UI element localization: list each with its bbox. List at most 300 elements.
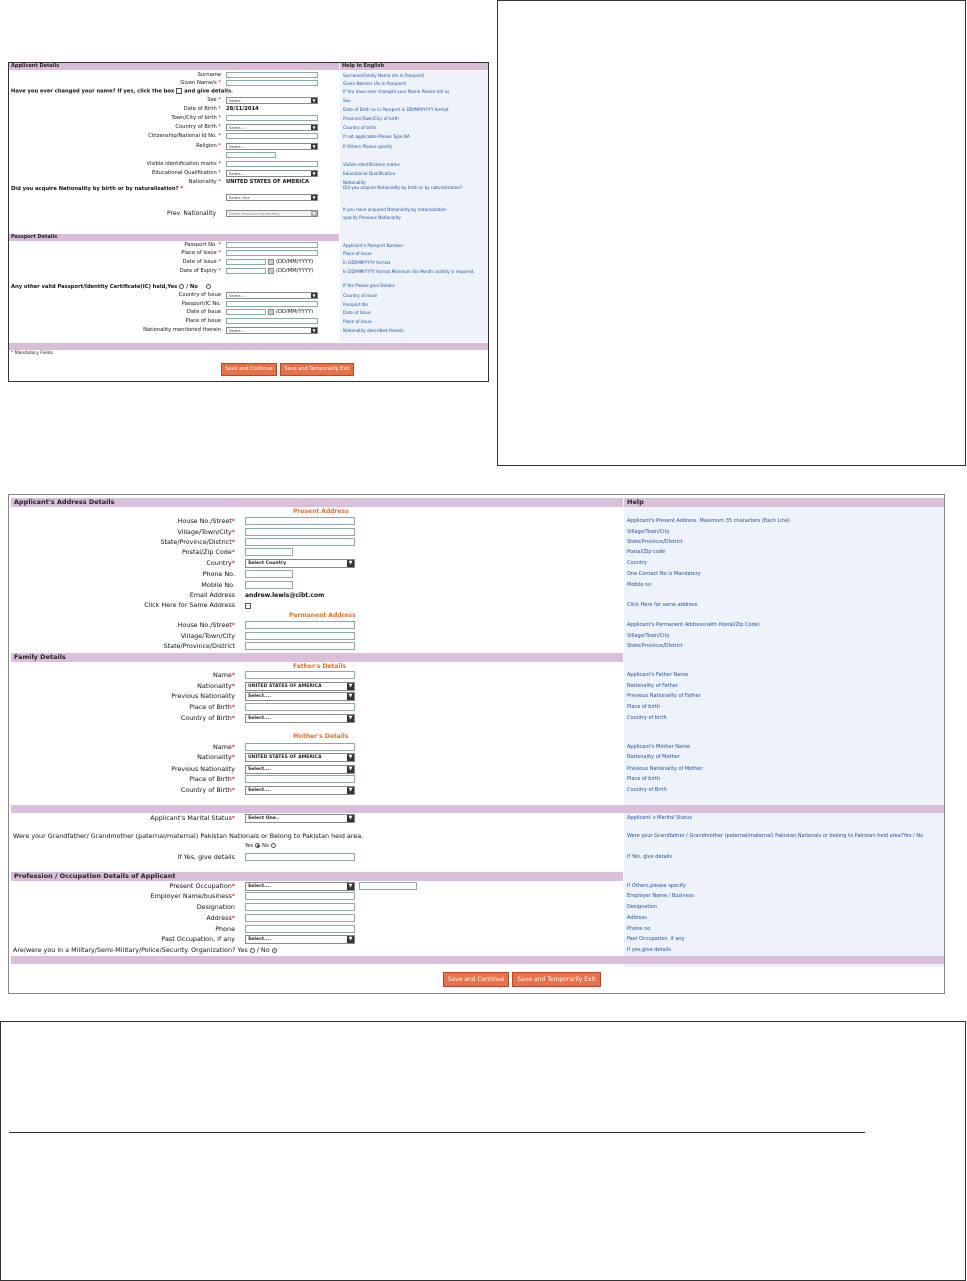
label-text: State/Province/District <box>163 642 235 650</box>
help-text: Applicant's Mother Name <box>627 744 691 750</box>
help-text: Village/Town/City <box>627 633 670 639</box>
question-text: Any other valid Passport/Identity Certificate(IC) held,Yes <box>11 284 178 290</box>
help-text: If Others Please specify <box>343 144 393 149</box>
label-text: Name <box>212 743 232 751</box>
required-star: * <box>216 179 221 185</box>
label-text: Click Here for Same Address <box>144 601 235 609</box>
label-text: Visible identification marks <box>146 161 217 167</box>
sex-select[interactable] <box>226 97 318 104</box>
field-label-educational-qualification <box>9 170 221 177</box>
required-star: * <box>216 242 221 248</box>
field-label-country-of-birth <box>9 786 235 795</box>
other-passport-yes-radio[interactable] <box>179 284 184 289</box>
required-star: * <box>216 170 221 176</box>
changed-name-checkbox[interactable] <box>176 88 182 94</box>
label-text: Surname <box>197 72 221 78</box>
required-star: * <box>231 538 235 546</box>
help-text: Province/Town/City of birth <box>343 116 399 121</box>
passport-details-header: Passport Details <box>9 234 339 241</box>
other-passport-question <box>11 284 211 291</box>
phone-input[interactable] <box>245 925 355 933</box>
help-text: Country of birth <box>343 125 377 130</box>
previous-nationality-select[interactable] <box>245 765 355 774</box>
label-text: State/Province/District <box>160 538 232 546</box>
help-text: Country of birth <box>627 715 667 721</box>
select-value: Select..... <box>229 328 247 333</box>
help-text: Previous Nationality of Mother <box>627 766 703 772</box>
question-text: Are/were you in a Military/Semi-Military/Police/Security. Organization? Yes <box>13 946 248 954</box>
question-text-2: and give details. <box>184 88 234 95</box>
label-text: Village/Town/City <box>180 632 235 640</box>
town-city-of-birth-input[interactable] <box>226 115 318 121</box>
field-label-village-town-city <box>9 528 235 537</box>
required-star: * <box>231 882 235 890</box>
date-format-hint: (DD/MM/YYYY) <box>276 268 314 274</box>
label-text: Employer Name/business <box>150 892 232 900</box>
present-occupation-select[interactable] <box>245 882 355 891</box>
help-text: One Contact No is Mandatory <box>627 571 701 577</box>
help-text: Did you acquire Nationality by birth or by naturalization? <box>343 185 463 190</box>
chevron-down-icon: ▼ <box>312 171 316 176</box>
help-text: Place of Issue <box>343 251 372 256</box>
required-star: * <box>231 786 235 794</box>
field-label-address <box>9 914 235 923</box>
select-value: Select.... <box>248 767 272 772</box>
field-label-passport-no <box>9 242 221 249</box>
divider-line <box>9 1132 865 1133</box>
field-label-place-of-birth <box>9 775 235 784</box>
label-text: Past Occupation, if any <box>161 935 235 943</box>
educational-qualification-select[interactable] <box>226 170 318 177</box>
address-details-header: Applicant's Address Details <box>11 498 623 507</box>
grand-yes-label: Yes <box>245 843 254 849</box>
field-label-given-name-s <box>9 80 221 87</box>
country-of-birth-select[interactable] <box>226 124 318 131</box>
help-text: Place of birth <box>627 776 661 782</box>
field-label-date-of-issue <box>9 309 221 316</box>
help-text: Nationality described therein <box>343 328 404 333</box>
required-star: * <box>231 775 235 783</box>
label-text: Country of Birth <box>180 714 232 722</box>
label-text: Passport/IC No. <box>181 301 221 307</box>
chevron-down-icon: ▼ <box>348 766 353 772</box>
military-no-radio[interactable] <box>272 948 277 953</box>
profession-details-header: Profession / Occupation Details of Applicant <box>11 872 623 881</box>
select-value: Select.... <box>248 788 272 793</box>
changed-name-question <box>11 88 233 96</box>
help-text: Given Name/s (As in Passport) <box>343 81 407 86</box>
help-text: State/Province/District <box>627 539 683 545</box>
chevron-down-icon: ▼ <box>348 883 353 889</box>
select-value: Select..... <box>229 144 247 149</box>
state-province-district-input[interactable] <box>245 538 355 546</box>
label-text: Nationality mentioned therein <box>143 327 221 333</box>
field-label-date-of-issue <box>9 259 221 266</box>
field-label-date-of-expiry <box>9 268 221 275</box>
label-text: House No./Street <box>177 621 232 629</box>
chevron-down-icon: ▼ <box>312 195 316 200</box>
field-label-place-of-birth <box>9 703 235 712</box>
help-text: Applicant's Father Name <box>627 672 689 678</box>
date-of-expiry-input[interactable] <box>226 268 266 274</box>
label-text: Email Address <box>189 591 235 599</box>
required-star: * <box>216 97 221 103</box>
chevron-down-icon: ▼ <box>348 693 353 699</box>
help-header: Help in English <box>340 63 488 70</box>
select-value: Select.... <box>248 716 272 721</box>
same-address-checkbox[interactable] <box>245 603 251 609</box>
label-text: Present Occupation <box>169 882 232 890</box>
chevron-down-icon: ▼ <box>312 125 316 130</box>
help-text: Designation <box>627 904 657 910</box>
label-text: Applicant's Marital Status <box>150 814 232 822</box>
field-label-if-yes-give-details <box>9 853 235 862</box>
required-star: * <box>216 106 221 112</box>
field-label-house-no-street <box>9 621 235 630</box>
help-text: If not applicable Please Type NA <box>343 134 410 139</box>
label-text: Village/Town/City <box>177 528 232 536</box>
passport-ic-no-input[interactable] <box>226 301 318 307</box>
label-text: Given Name/s <box>180 80 217 86</box>
place-of-issue-input[interactable] <box>226 250 318 256</box>
calendar-icon[interactable] <box>268 259 274 265</box>
save-exit-button[interactable]: Save and Temporarily Exit <box>280 363 354 376</box>
mandatory-note <box>11 350 53 357</box>
field-label-name <box>9 743 235 752</box>
help-text: Place of birth <box>627 704 661 710</box>
field-label-town-city-of-birth <box>9 115 221 122</box>
select-value: Select..... <box>229 293 247 298</box>
required-star: * <box>216 259 221 265</box>
place-of-birth-input[interactable] <box>245 703 355 711</box>
given-name-s-input[interactable] <box>226 80 318 86</box>
house-no-street-input[interactable] <box>245 621 355 629</box>
label-text: Name <box>212 671 232 679</box>
date-format-hint: (DD/MM/YYYY) <box>276 259 314 265</box>
help-text: Previous Nationality of Father <box>627 693 701 699</box>
help-text: If Yes, give details <box>627 854 672 860</box>
help-text: Educational Qualification <box>343 171 396 176</box>
label-text: Place of Issue <box>185 318 221 324</box>
required-star: * <box>216 268 221 274</box>
past-occupation-if-any-select[interactable] <box>245 935 355 944</box>
state-province-district-input[interactable] <box>245 642 355 650</box>
field-label-visible-identification-marks <box>9 161 221 168</box>
field-label-mobile-no <box>9 581 235 590</box>
help-text: In DD/MM/YYYY format.Minimum Six Month validity is required. <box>343 269 475 274</box>
required-star: * <box>216 115 221 121</box>
field-label-state-province-district <box>9 642 235 651</box>
label-text: Phone <box>215 925 235 933</box>
date-format-hint: (DD/MM/YYYY) <box>276 309 314 315</box>
military-question <box>13 946 279 955</box>
form2-panel <box>8 494 945 994</box>
visible-identification-marks-input[interactable] <box>226 161 318 167</box>
help-text: Date of Issue <box>343 310 371 315</box>
select-value: Select Country <box>248 561 287 566</box>
question-text: Have you ever changed your name? If yes, click the box <box>11 88 175 95</box>
help-text: Passport No <box>343 302 368 307</box>
label-text: Previous Nationality <box>171 765 235 773</box>
help-text: State/Province/District <box>627 643 683 649</box>
name-input[interactable] <box>245 671 355 679</box>
required-star: * <box>231 814 235 822</box>
required-star: * <box>231 892 235 900</box>
select-value: Select..... <box>229 125 247 130</box>
calendar-icon[interactable] <box>268 309 274 315</box>
help-text: If Yes Please give Details <box>343 283 395 288</box>
required-star: * <box>231 621 235 629</box>
citizenship-national-id-no-input[interactable] <box>226 133 318 139</box>
chevron-down-icon: ▼ <box>348 754 353 760</box>
label-text: Sex <box>207 97 217 103</box>
house-no-street-input[interactable] <box>245 517 355 525</box>
label-text: Date of Issue <box>186 309 221 315</box>
label-text: Nationality <box>197 753 232 761</box>
country-of-birth-select[interactable] <box>245 786 355 795</box>
nationality-select[interactable] <box>245 753 355 762</box>
help-text: Applicant's Present Address. Maximum 35 characters (Each Line) <box>627 518 790 524</box>
field-label-place-of-issue <box>9 250 221 257</box>
help-text: Nationality of Father <box>627 683 678 689</box>
label-text: If Yes, give details <box>177 853 235 861</box>
label-text: Citizenship/National Id No. <box>148 133 217 139</box>
passport-no-input[interactable] <box>226 242 318 248</box>
field-label-postal-zip-code <box>9 548 235 557</box>
help-text: Past Occupation, if any <box>627 936 685 942</box>
help-text: Date of Birth as in Passport in DD/MM/YYYY format <box>343 107 449 112</box>
field-label-country-of-birth <box>9 124 221 131</box>
field-label-phone-no <box>9 570 235 579</box>
bottom-panel <box>0 1021 966 1281</box>
religion-other-input[interactable] <box>226 152 276 158</box>
chevron-down-icon: ▼ <box>312 98 316 103</box>
label-text: Nationality <box>188 179 217 185</box>
help-text: Nationality <box>343 180 366 185</box>
footer-bar-2 <box>11 956 944 964</box>
chevron-down-icon: ▼ <box>312 293 316 298</box>
mandatory-text: Mandatory Fields <box>14 351 53 356</box>
label-text: Nationality <box>197 682 232 690</box>
required-star: * <box>231 743 235 751</box>
military-yes-radio[interactable] <box>250 948 255 953</box>
form1-panel <box>8 62 489 382</box>
save-continue-button[interactable]: Save and Continue <box>221 363 277 376</box>
label-text: Mobile No. <box>201 581 235 589</box>
help-text: If Others,please specify <box>627 883 686 889</box>
label-text: Educational Qualification <box>151 170 217 176</box>
chevron-down-icon: ▼ <box>348 715 353 721</box>
required-star: * <box>216 133 221 139</box>
help-text: Click Here for same address <box>627 602 698 608</box>
required-star: * <box>231 559 235 567</box>
help-text: Mobile no <box>627 582 652 588</box>
date-of-issue-input[interactable] <box>226 309 266 315</box>
question-text-2: / No <box>186 284 198 290</box>
question-text: Did you acquire Nationality by birth or by naturalization? <box>11 186 179 192</box>
required-star: * <box>231 671 235 679</box>
required-star: * <box>231 753 235 761</box>
label-text: Country of Issue <box>178 292 221 298</box>
label-text: Date of Expiry <box>179 268 217 274</box>
grand-no-radio[interactable] <box>271 843 276 848</box>
country-select[interactable] <box>245 559 355 568</box>
label-text: Country of Birth <box>180 786 232 794</box>
previous-nationality-select[interactable] <box>245 692 355 701</box>
nationality-acquisition-select[interactable] <box>226 194 318 201</box>
label-text: Religion <box>196 143 217 149</box>
required-star: * <box>216 143 221 149</box>
field-label-country <box>9 559 235 568</box>
label-text: Country of Birth <box>175 124 217 130</box>
select-value: Select One.. <box>248 816 280 821</box>
required-star: * <box>231 703 235 711</box>
grandparents-details-input[interactable] <box>245 853 355 861</box>
select-value: Select <box>229 98 241 103</box>
help-text: If yes,give details <box>627 947 671 953</box>
place-of-issue-input[interactable] <box>226 318 318 324</box>
country-of-birth-select[interactable] <box>245 714 355 723</box>
required-star: * <box>231 517 235 525</box>
save-exit-button-2[interactable]: Save and Temporarily Exit <box>512 972 601 987</box>
field-label-employer-name-business <box>9 892 235 901</box>
chevron-down-icon: ▼ <box>348 787 353 793</box>
calendar-icon[interactable] <box>268 268 274 274</box>
address-input[interactable] <box>245 914 355 922</box>
required-star: * <box>231 682 235 690</box>
nationality-select[interactable] <box>245 682 355 691</box>
label-text: Address <box>206 914 232 922</box>
field-label-nationality <box>9 753 235 762</box>
field-label-nationality <box>9 682 235 691</box>
select-value: Select One <box>229 195 250 200</box>
chevron-down-icon: ▼ <box>312 211 316 216</box>
field-label-nationality-mentioned-therein <box>9 327 221 334</box>
mobile-no-input[interactable] <box>245 581 293 589</box>
help-text: Visible identification marks <box>343 162 400 167</box>
label-text: Place of Birth <box>189 775 232 783</box>
field-label-country-of-issue <box>9 292 221 299</box>
postal-zip-code-input[interactable] <box>245 548 293 556</box>
religion-select[interactable] <box>226 143 318 150</box>
select-value: Select.... <box>248 884 272 889</box>
name-input[interactable] <box>245 743 355 751</box>
help-text: If you have acquired Nationality by naturalization <box>343 207 447 212</box>
date-of-issue-input[interactable] <box>226 259 266 265</box>
required-star: * <box>216 80 221 86</box>
field-label-surname <box>9 72 221 79</box>
help-text: Postal/Zip code <box>627 549 666 555</box>
nationality-acquisition-question <box>11 186 183 193</box>
permanent-address-title: Permanent Address <box>289 612 356 619</box>
required-star: * <box>216 250 221 256</box>
other-passport-no-radio[interactable] <box>206 284 211 289</box>
label-text: Passport No. <box>184 242 217 248</box>
help-header-2: Help <box>624 498 944 507</box>
field-label-designation <box>9 903 235 912</box>
field-label-religion <box>9 143 221 150</box>
label-text: Town/City of birth <box>171 115 217 121</box>
label-text: Phone No. <box>202 570 235 578</box>
help-text: Country of Issue <box>343 293 378 298</box>
field-label-date-of-birth <box>9 106 221 113</box>
help-text: Employer Name / Business <box>627 893 694 899</box>
help-text: Address <box>627 915 647 921</box>
designation-input[interactable] <box>245 903 355 911</box>
top-right-panel <box>497 0 966 466</box>
grand-yes-radio[interactable] <box>255 843 260 848</box>
place-of-birth-input[interactable] <box>245 775 355 783</box>
label-text: Country <box>206 559 232 567</box>
required-star: * <box>178 186 184 192</box>
marital-status-select[interactable] <box>245 814 355 823</box>
chevron-down-icon: ▼ <box>312 144 316 149</box>
village-town-city-input[interactable] <box>245 528 355 536</box>
field-label-sex <box>9 97 221 104</box>
applicant-details-header: Applicant Details <box>9 63 339 70</box>
required-star: * <box>231 914 235 922</box>
label-text: Date of Issue <box>182 259 217 265</box>
help-text: specify Previous Nationality <box>343 215 401 220</box>
field-label-citizenship-national-id-no <box>9 133 221 140</box>
email-address-value: andrew.lewis@cibt.com <box>245 592 325 599</box>
label-text: Date of Birth <box>183 106 217 112</box>
required-star: * <box>231 714 235 722</box>
occupation-other-input[interactable] <box>359 882 417 890</box>
chevron-down-icon: ▼ <box>348 683 353 689</box>
field-label-present-occupation <box>9 882 235 891</box>
required-star: * <box>11 351 15 356</box>
help-text: Were your Grandfather / Grandmother (paternal/maternal) Pakistan Nationals or belong to Pakistan held area?Yes / No <box>627 833 924 839</box>
help-text: Phone no <box>627 926 651 932</box>
field-label-house-no-street <box>9 517 235 526</box>
field-label-place-of-issue <box>9 318 221 325</box>
field-label-phone <box>9 925 235 934</box>
help-text: Applicant's Passport Number <box>343 243 404 248</box>
chevron-down-icon: ▼ <box>348 936 353 942</box>
field-label-nationality <box>9 179 221 186</box>
surname-input[interactable] <box>226 72 318 78</box>
prev-nationality-select[interactable] <box>226 210 318 217</box>
field-label-previous-nationality <box>9 765 235 774</box>
field-label-previous-nationality <box>9 692 235 701</box>
select-value: Select..... <box>229 171 247 176</box>
prev-nationality-label: Prev. Nationality <box>166 210 216 217</box>
employer-name-business-input[interactable] <box>245 892 355 900</box>
grandparents-question: Were your Grandfather/ Grandmother (paternal/maternal) Pakistan Nationals or Belong to Pakistan held area. <box>13 832 364 840</box>
label-text: Previous Nationality <box>171 692 235 700</box>
help-text: In DD/MM/YYYY format <box>343 260 391 265</box>
save-continue-button-2[interactable]: Save and Continue <box>443 972 509 987</box>
mothers-details-title: Mother's Details <box>293 733 349 740</box>
field-label-village-town-city <box>9 632 235 641</box>
phone-no-input[interactable] <box>245 570 293 578</box>
help-text: Surname/Family Name (As in Passport) <box>343 73 425 78</box>
question-text-2: / No <box>256 946 270 954</box>
label-text: Postal/Zip Code <box>181 548 232 556</box>
nationality-mentioned-therein-select[interactable] <box>226 327 318 334</box>
fathers-details-title: Father's Details <box>293 663 347 670</box>
required-star: * <box>216 161 221 167</box>
select-value: Select.... <box>248 937 272 942</box>
help-text: Sex <box>343 98 351 103</box>
field-label-email-address <box>9 591 235 600</box>
date-of-birth-value: 28/11/2014 <box>226 106 259 112</box>
select-value: UNITED STATES OF AMERICA <box>248 755 322 760</box>
country-of-issue-select[interactable] <box>226 292 318 299</box>
field-label-state-province-district <box>9 538 235 547</box>
village-town-city-input[interactable] <box>245 632 355 640</box>
